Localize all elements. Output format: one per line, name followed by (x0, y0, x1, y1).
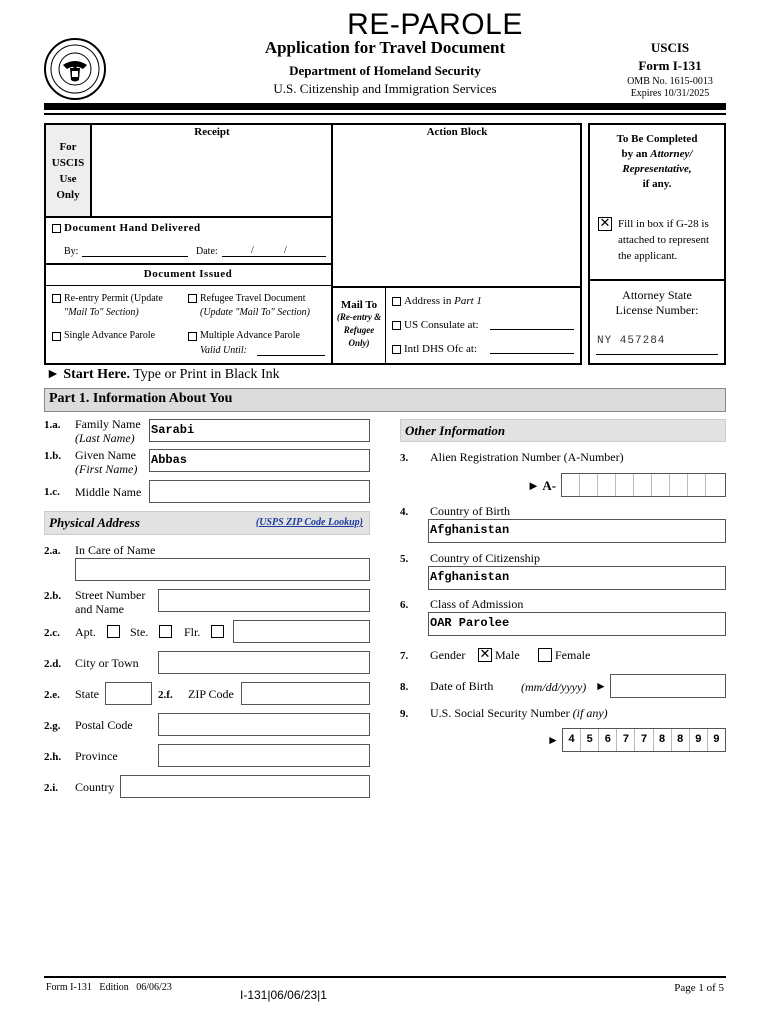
ssn-digit: 7 (617, 729, 635, 751)
mail-to-label: Mail To (Re-entry & Refugee Only) (336, 299, 382, 348)
country-input[interactable] (120, 775, 370, 798)
q6-number: 6. (400, 599, 409, 611)
multiple-parole-checkbox[interactable] (188, 332, 197, 341)
ssn-digit: 9 (713, 734, 720, 746)
g28-label: Fill in box if G-28 is attached to represent the applicant. (618, 218, 710, 262)
single-parole-label: Single Advance Parole (64, 330, 156, 341)
ssn-digit: 8 (672, 729, 690, 751)
q1a-number: 1.a. (44, 419, 61, 431)
date-separator: / (284, 245, 287, 256)
date-separator: / (251, 245, 254, 256)
q1b-number: 1.b. (44, 450, 62, 462)
given-name-input[interactable]: Abbas (149, 449, 370, 472)
q5-number: 5. (400, 553, 409, 565)
checkmark-icon: ✕ (599, 216, 611, 231)
form-number: Form I-131 (638, 58, 702, 73)
valid-until-line[interactable] (257, 355, 325, 356)
q3-number: 3. (400, 452, 409, 464)
q2g-label: Postal Code (75, 718, 133, 732)
receipt-label: Receipt (194, 126, 230, 138)
country-of-birth-input[interactable]: Afghanistan (428, 519, 726, 543)
header-rule (44, 103, 726, 110)
q1c-number: 1.c. (44, 486, 60, 498)
us-consulate-checkbox[interactable] (392, 321, 401, 330)
expiration-date: Expires 10/31/2025 (630, 88, 710, 99)
q2i-label: Country (75, 780, 115, 794)
document-issued-label: Document Issued (143, 268, 233, 280)
address-part1-checkbox[interactable] (392, 297, 401, 306)
middle-name-input[interactable] (149, 480, 370, 503)
physical-address-header: Physical Address (USPS ZIP Code Lookup) (44, 511, 370, 535)
gender-male-checkbox[interactable] (478, 648, 492, 662)
ssn-digit: 7 (635, 729, 653, 751)
ssn-digit: 8 (654, 729, 672, 751)
part1-header: Part 1. Information About You (44, 388, 726, 412)
multiple-parole-label: Multiple Advance Parole (200, 330, 300, 341)
address-in-part1-label: Address in Part 1 (404, 295, 482, 307)
state-select[interactable] (105, 682, 152, 705)
arrow-right-icon: ► (547, 733, 559, 747)
q7-number: 7. (400, 650, 409, 662)
q1b-label: Given Name (First Name) (75, 448, 138, 476)
province-input[interactable] (158, 744, 370, 767)
us-consulate-label: US Consulate at: (404, 319, 479, 331)
date-line[interactable] (222, 256, 326, 257)
ssn-digit: 9 (690, 729, 708, 751)
arrow-right-icon: ► (595, 679, 607, 693)
by-line[interactable] (82, 256, 188, 257)
q7-label: Gender (430, 648, 466, 662)
ssn-digit: 4 (563, 729, 581, 751)
footer-barcode-text: I-131|06/06/23|1 (240, 988, 327, 1002)
department-name: Department of Homeland Security (289, 63, 481, 78)
q2f-label: ZIP Code (188, 687, 234, 701)
us-consulate-line[interactable] (490, 329, 574, 330)
q2a-number: 2.a. (44, 545, 61, 557)
reentry-permit-label: Re-entry Permit (Update "Mail To" Section) (64, 293, 163, 318)
q9-label: U.S. Social Security Number (if any) (430, 706, 608, 720)
in-care-of-name-input[interactable] (75, 558, 370, 581)
action-block-label: Action Block (426, 126, 488, 138)
city-input[interactable] (158, 651, 370, 674)
q2h-number: 2.h. (44, 751, 62, 763)
class-of-admission-input[interactable]: OAR Parolee (428, 612, 726, 636)
date-format-hint: (mm/dd/yyyy) (521, 680, 587, 694)
unit-number-input[interactable] (233, 620, 370, 643)
q2d-number: 2.d. (44, 658, 62, 670)
q1c-label: Middle Name (75, 485, 142, 499)
date-of-birth-input[interactable] (610, 674, 726, 698)
valid-until-label: Valid Until: (200, 345, 247, 356)
q2a-label: In Care of Name (75, 543, 156, 557)
a-number-prefix: ► A- (527, 478, 557, 493)
q1a-label: Family Name (Last Name) (75, 417, 141, 445)
reentry-permit-checkbox[interactable] (52, 294, 61, 303)
q6-label: Class of Admission (430, 597, 524, 611)
female-label: Female (555, 648, 591, 662)
postal-code-input[interactable] (158, 713, 370, 736)
doc-hand-delivered-label: Document Hand Delivered (64, 222, 201, 234)
q8-number: 8. (400, 681, 409, 693)
doc-hand-delivered-checkbox[interactable] (52, 224, 61, 233)
ssn-input[interactable] (562, 728, 726, 752)
q2f-number: 2.f. (158, 689, 173, 701)
q2b-number: 2.b. (44, 590, 62, 602)
by-label: By: (64, 246, 79, 257)
flr-checkbox[interactable] (211, 625, 224, 638)
footer-edition: Form I-131 Edition 06/06/23 (46, 982, 172, 993)
form-title: Application for Travel Document (264, 38, 506, 57)
apt-label: Apt. (75, 625, 96, 639)
street-input[interactable] (158, 589, 370, 612)
q2g-number: 2.g. (44, 720, 61, 732)
q4-label: Country of Birth (430, 504, 510, 518)
other-information-header: Other Information (400, 419, 726, 442)
male-label: Male (495, 648, 520, 662)
footer-rule (44, 976, 726, 978)
start-here-instruction: ► Start Here. Type or Print in Black Ink (46, 367, 280, 382)
ssn-digit: 5 (581, 729, 599, 751)
q2e-label: State (75, 687, 99, 701)
intl-dhs-label: Intl DHS Ofc at: (404, 343, 478, 355)
agency-name: U.S. Citizenship and Immigration Services (273, 81, 497, 96)
family-name-input[interactable]: Sarabi (149, 419, 370, 442)
ssn-digit: 6 (599, 729, 617, 751)
q4-number: 4. (400, 506, 409, 518)
a-number-input[interactable] (561, 473, 726, 497)
q2h-label: Province (75, 749, 118, 763)
intl-dhs-line[interactable] (490, 353, 574, 354)
q2d-label: City or Town (75, 656, 139, 670)
footer-page-number: Page 1 of 5 (674, 982, 724, 994)
attorney-box-title: To Be Completed by an Attorney/ Representative, if any. (616, 133, 698, 190)
zip-code-lookup-link[interactable]: (USPS ZIP Code Lookup) (255, 517, 363, 528)
apt-checkbox[interactable] (107, 625, 120, 638)
overlay-title: RE-PAROLE (347, 8, 523, 41)
q3-label: Alien Registration Number (A-Number) (430, 450, 624, 464)
q2c-number: 2.c. (44, 627, 60, 639)
license-number-line (596, 354, 718, 355)
country-of-citizenship-input[interactable]: Afghanistan (428, 566, 726, 590)
date-label: Date: (196, 246, 218, 257)
license-label: Attorney State License Number: (615, 288, 699, 317)
refugee-doc-checkbox[interactable] (188, 294, 197, 303)
ste-checkbox[interactable] (159, 625, 172, 638)
q2b-label: Street Number and Name (75, 588, 146, 616)
intl-dhs-checkbox[interactable] (392, 345, 401, 354)
single-parole-checkbox[interactable] (52, 332, 61, 341)
omb-number: OMB No. 1615-0013 (627, 76, 713, 87)
q5-label: Country of Citizenship (430, 551, 540, 565)
q2e-number: 2.e. (44, 689, 60, 701)
gender-female-checkbox[interactable] (538, 648, 552, 662)
q9-number: 9. (400, 708, 409, 720)
right-agency: USCIS (650, 40, 690, 55)
q2i-number: 2.i. (44, 782, 59, 794)
zip-code-input[interactable] (241, 682, 370, 705)
checkmark-icon: ✕ (479, 647, 491, 662)
header-rule-thin (44, 113, 726, 115)
ste-label: Ste. (130, 625, 149, 639)
refugee-doc-label: Refugee Travel Document (Update "Mail To" Section) (200, 293, 310, 318)
for-uscis-use-label: For USCIS Use Only (44, 123, 92, 218)
flr-label: Flr. (184, 625, 201, 639)
license-number-value[interactable]: NY 457284 (597, 335, 666, 347)
g28-checkbox[interactable] (598, 217, 612, 231)
q8-label: Date of Birth (430, 679, 494, 693)
